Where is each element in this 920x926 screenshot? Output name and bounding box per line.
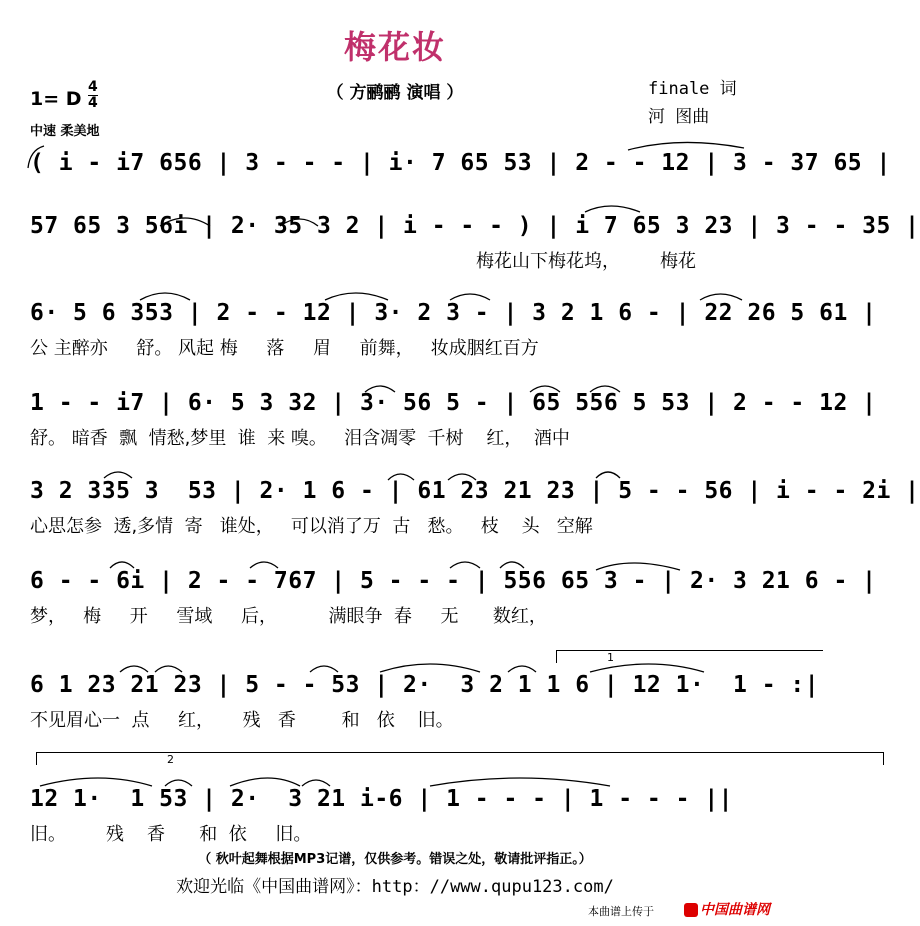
lyric: 梅花山下梅花坞， 梅花	[476, 251, 697, 272]
volta-first: 1	[556, 650, 823, 663]
volta-second: 2	[36, 752, 884, 765]
tempo-marking: 中速 柔美地	[30, 124, 100, 139]
notation: ( i - i7 656 | 3 - - - | i· 7 65 53 | 2 - - 12 | 3 - 37 65 |	[30, 150, 891, 176]
composer-credit: 河 图曲	[648, 107, 710, 127]
upload-label: 本曲谱上传于	[588, 905, 654, 918]
welcome-link[interactable]: 欢迎光临《中国曲谱网》：http：//www.qupu123.com/	[176, 877, 614, 897]
key-signature	[30, 79, 98, 111]
lyricist-credit: finale 词	[648, 79, 737, 99]
site-logo[interactable]	[684, 899, 770, 919]
lyric: 公 主醉亦 舒。 风起 梅 落 眉 前舞， 妆成胭红百方	[30, 338, 539, 359]
staff-line-8	[30, 786, 770, 845]
staff-line-1	[30, 150, 891, 200]
lyric: 梦， 梅 开 雪域 后， 满眼争 春 无 数红，	[30, 606, 547, 627]
page-title: 梅花妆	[343, 28, 446, 66]
time-bottom: 4	[88, 95, 98, 111]
notation: 6 1 23 21 23 | 5 - - 53 | 2· 3 2 1 1 6 | 12 1· 1 - :|	[30, 672, 820, 698]
notation: 1 - - i7 | 6· 5 3 32 | 3· 56 5 - | 65 556 5 53 | 2 - - 12 |	[30, 390, 877, 416]
logo-text: 中国曲谱网	[700, 902, 770, 918]
staff-line-7	[30, 672, 820, 731]
staff-line-3	[30, 300, 877, 359]
logo-icon	[684, 903, 698, 917]
notation: 6· 5 6 353 | 2 - - 12 | 3· 2 3 - | 3 2 1 6 - | 22 26 5 61 |	[30, 300, 877, 326]
notation: 6 - - 6i | 2 - - 767 | 5 - - - | 556 65 3 - | 2· 3 21 6 - |	[30, 568, 877, 594]
time-top: 4	[88, 79, 98, 95]
staff-line-2	[30, 213, 920, 272]
staff-line-5	[30, 478, 920, 537]
key-label: 1= D	[30, 88, 82, 110]
lyric: 心思怎参 透,多情 寄 谁处， 可以消了万 古 愁。 枝 头 空解	[30, 516, 593, 537]
notation: 12 1· 1 53 | 2· 3 21 i-6 | 1 - - - | 1 - - - ||	[30, 786, 734, 812]
lyric: 舒。 暗香 飘 情愁,梦里 谁 来 嗅。 泪含凋零 千树 红， 酒中	[30, 428, 570, 449]
time-signature	[88, 80, 98, 111]
transcriber-note: （ 秋叶起舞根据MP3记谱，仅供参考。错误之处，敬请批评指正。）	[198, 852, 592, 867]
singer-credit: （ 方鹂鹂 演唱 ）	[326, 83, 464, 103]
staff-line-4	[30, 390, 877, 449]
notation: 57 65 3 56i | 2· 35 3 2 | i - - - ) | i 7 65 3 23 | 3 - - 35 |	[30, 213, 920, 239]
lyric: 旧。 残 香 和 依 旧。	[30, 824, 312, 845]
notation: 3 2 335 3 53 | 2· 1 6 - | 61 23 21 23 | 5 - - 56 | i - - 2i |	[30, 478, 920, 504]
staff-line-6	[30, 568, 877, 627]
lyric: 不见眉心一 点 红， 残 香 和 依 旧。	[30, 710, 454, 731]
